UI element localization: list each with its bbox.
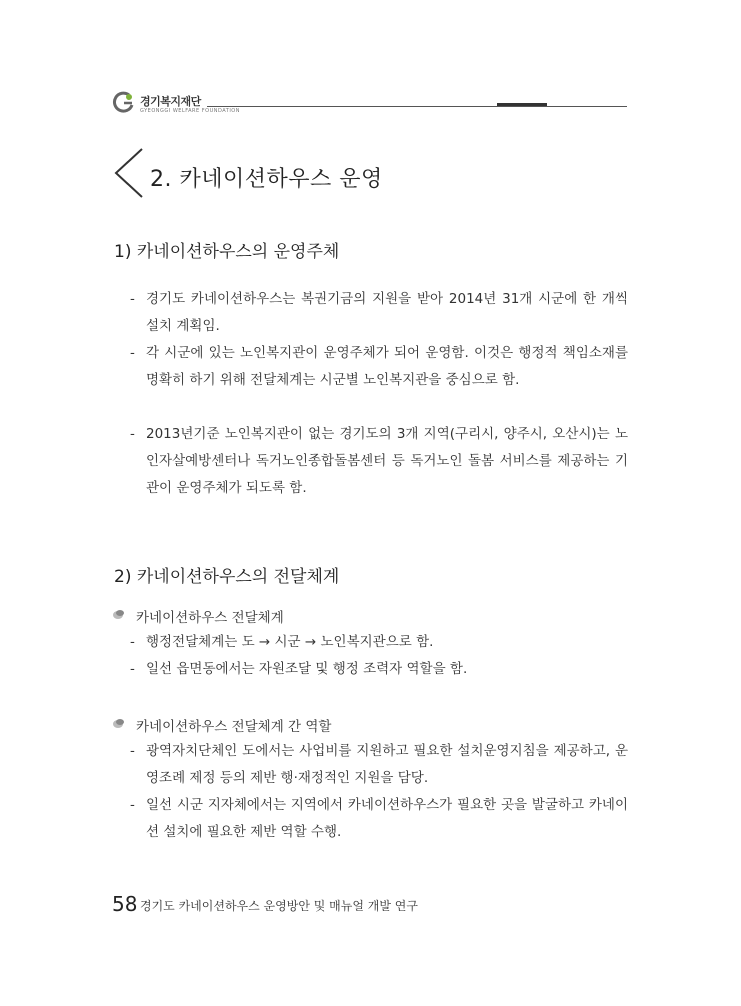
organization-english-name: GYEONGGI WELFARE FOUNDATION bbox=[140, 108, 240, 114]
subsection-heading-operator: 1) 카네이션하우스의 운영주체 bbox=[114, 242, 340, 262]
list-dash: - bbox=[130, 345, 135, 361]
list-item bbox=[130, 340, 628, 394]
foundation-logo-icon bbox=[112, 90, 136, 114]
list-item bbox=[130, 629, 628, 656]
list-dash: - bbox=[130, 291, 135, 307]
list-item bbox=[130, 421, 628, 502]
list-dash: - bbox=[130, 426, 135, 442]
header-divider-accent bbox=[497, 103, 547, 106]
section-title: 2. 카네이션하우스 운영 bbox=[150, 167, 383, 192]
list-dash: - bbox=[130, 634, 135, 650]
list-item-text: 경기도 카네이션하우스는 복권기금의 지원을 받아 2014년 31개 시군에 한 개씩 설치 계획임. bbox=[146, 291, 628, 334]
list-item-text: 2013년기준 노인복지관이 없는 경기도의 3개 지역(구리시, 양주시, 오산시)는 노인자살예방센터나 독거노인종합돌봄센터 등 독거노인 돌봄 서비스를 제공하는 기관이 운영주체가 되도록 함. bbox=[146, 426, 628, 496]
list-item bbox=[130, 792, 628, 846]
header-divider bbox=[207, 106, 627, 107]
list-dash: - bbox=[130, 797, 135, 813]
group-title-row bbox=[112, 606, 284, 626]
list-dash: - bbox=[130, 661, 135, 677]
group-title: 카네이션하우스 전달체계 bbox=[136, 610, 284, 626]
list-item-text: 광역자치단체인 도에서는 사업비를 지원하고 필요한 설치운영지침을 제공하고, 운영조례 제정 등의 제반 행·재정적인 지원을 담당. bbox=[146, 743, 628, 786]
subsection-heading-delivery: 2) 카네이션하우스의 전달체계 bbox=[114, 567, 340, 587]
page-number: 58 bbox=[112, 892, 138, 916]
list-dash: - bbox=[130, 743, 135, 759]
list-item-text: 행정전달체계는 도 → 시군 → 노인복지관으로 함. bbox=[146, 634, 434, 650]
list-item-text: 일선 시군 지자체에서는 지역에서 카네이션하우스가 필요한 곳을 발굴하고 카네이션 설치에 필요한 제반 역할 수행. bbox=[146, 797, 628, 840]
running-footer-title: 경기도 카네이션하우스 운영방안 및 매뉴얼 개발 연구 bbox=[140, 899, 418, 913]
bullet-icon bbox=[112, 717, 126, 729]
organization-name: 경기복지재단 bbox=[140, 95, 201, 108]
list-item bbox=[130, 738, 628, 792]
list-item bbox=[130, 656, 628, 683]
group-title-row bbox=[112, 715, 331, 735]
list-item-text: 일선 읍면동에서는 자원조달 및 행정 조력자 역할을 함. bbox=[146, 661, 468, 677]
list-item-text: 각 시군에 있는 노인복지관이 운영주체가 되어 운영함. 이것은 행정적 책임소재를 명확히 하기 위해 전달체계는 시군별 노인복지관을 중심으로 함. bbox=[146, 345, 628, 388]
bullet-icon bbox=[112, 608, 126, 620]
group-title: 카네이션하우스 전달체계 간 역할 bbox=[136, 719, 332, 735]
list-item bbox=[130, 286, 628, 340]
